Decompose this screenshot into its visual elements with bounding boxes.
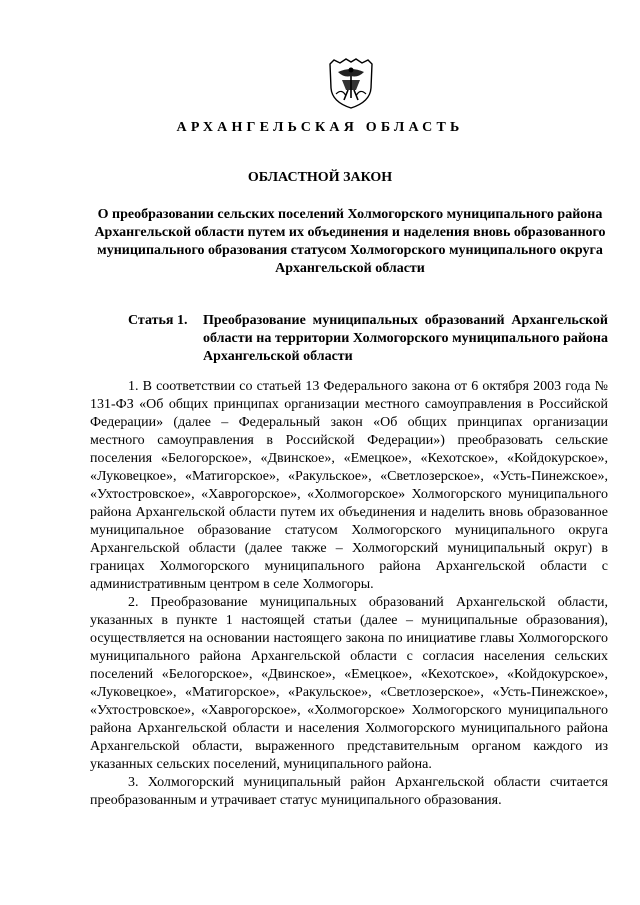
paragraph-3: 3. Холмогорский муниципальный район Архангельской области считается преобразованным и утрачивает статус муниципального образования. [90, 775, 608, 808]
law-title: О преобразовании сельских поселений Холмогорского муниципального района Архангельской области путем их объединения и наделения вновь образованного муниципального образования статусом Холмогорского муниципального округа Архангельской области [94, 207, 606, 276]
article-number: Статья 1. [128, 313, 188, 328]
coat-of-arms-icon [328, 58, 374, 110]
article-body [90, 378, 608, 810]
article-title: Преобразование муниципальных образований Архангельской области на территории Холмогорского муниципального района Архангельской области [203, 313, 608, 364]
region-name: АРХАНГЕЛЬСКАЯ ОБЛАСТЬ [176, 120, 464, 135]
paragraph-1: 1. В соответствии со статьей 13 Федерального закона от 6 октября 2003 года № 131-ФЗ «Об общих принципах организации местного самоуправления в Российской Федерации» (далее – Федеральный закон «Об общих принципах организации местного самоуправления в Российской Федерации») преобразовать сельские поселения «Белогорское», «Двинское», «Емецкое», «Кехотское», «Койдокурское», «Луковецкое», «Матигорское», «Ракульское», «Светлозерское», «Усть-Пинежское», «Ухтостровское», «Хаврогорское», «Холмогорское» Холмогорского муниципального района Архангельской области путем их объединения и наделить вновь образованное муниципальное образование статусом Холмогорского муниципального округа Архангельской области (далее также – Холмогорский муниципальный округ) в границах Холмогорского муниципального района Архангельской области с административным центром в селе Холмогоры. [90, 379, 608, 592]
document-type: ОБЛАСТНОЙ ЗАКОН [247, 170, 393, 185]
paragraph-2: 2. Преобразование муниципальных образований Архангельской области, указанных в пункте 1 настоящей статьи (далее – муниципальные образования), осуществляется на основании настоящего закона по инициативе главы Холмогорского муниципального района Архангельской области с согласия населения сельских поселений «Белогорское», «Двинское», «Емецкое», «Кехотское», «Койдокурское», «Луковецкое», «Матигорское», «Ракульское», «Светлозерское», «Усть-Пинежское», «Ухтостровское», «Хаврогорское», «Холмогорское» Холмогорского муниципального района Архангельской области и населения Холмогорского муниципального района Архангельской области, выраженного представительным органом каждого из указанных сельских поселений, муниципального района. [90, 595, 608, 772]
